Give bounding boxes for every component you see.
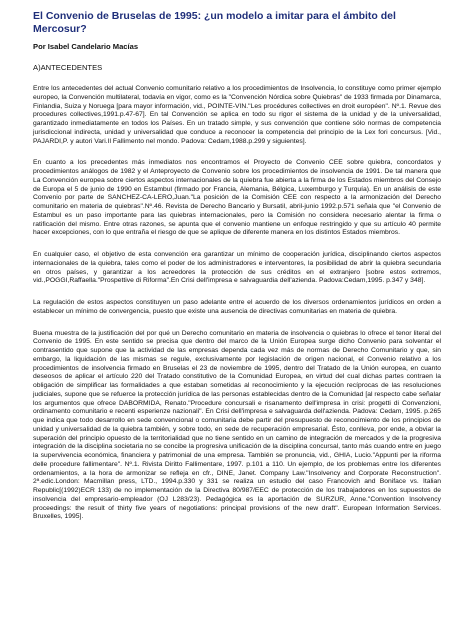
paragraph: Entre los antecedentes del actual Convenio comunitario relativo a los procedimientos de Insolvencia, lo constituye como primer ejemplo europeo, la Convención multilateral, todavía en vigor, como es la "Convención Nórdica sobre Quiebras" de 1933 firmada por Dinamarca, Finlandia, Suiza y Noruega [para mayor información, vid., POINTE-VIN."Les procédures collectives en droit européen". Nº.1. Revue des procedures collectives,1991.p.47-67]. En tal Convención se aplica en todo su rigor el sistema de la unidad y de la universalidad, garantizado inmediatamente en todos los Países. En un tratado simple, y sus convención que contiene sólo normas de competencia jurisdiccional indirecta, unidad y universalidad que conduce a reconocer la competencia del principio de la Lex fori concursus. [Vid., PAJARDI,P. y autori Vari.Il Fallimento nel mondo. Padova: Cedam,1988.p.299 y siguientes].: [33, 85, 441, 145]
document-title: El Convenio de Bruselas de 1995: ¿un modelo a imitar para el ámbito del Mercosur?: [33, 10, 396, 35]
paragraph: Buena muestra de la justificación del por qué un Derecho comunitario en materia de insolvencia o quiebras lo ofrece el tenor literal del Convenio de 1995. En este sentido se precisa que dentro del marco de la Unión Europea surge dicho Convenio para solventar el contrasentido que supone que la actividad de las empresas dependa cada vez más de normas de Derecho Comunitario y que, sin embargo, la liquidación de las mismas se regule, exclusivamente por legislación de origen nacional, el Convenio relativo a los procedimientos de insolvencia firmado en Bruselas el 23 de noviembre de 1995, dentro del Tratado de la Unión europea, en cuanto deseosos de aplicar el artículo 220 del Tratado constitutivo de la Comunidad Europea, en virtud del cual dichas partes contraen la obligación de simplificar las formalidades a que estaban sometidas al reconocimiento y la ejecución recíprocas de las resoluciones judiciales, supone que se refuerce la protección jurídica de las personas establecidas dentro de la Comunidad [al respecto cabe señalar los argumentos que ofrece DABORMIDA, Renato."Procedure concursali e risanamento dell'impresa in crisi: progetti di Convenzioni, ordinamento comunitario e recenti esperienze nazionali". En Crisi dell'impresa e salvaguarda dell'azienda. Padova: Cedam, 1995. p.265 que indica que todo desarrollo en sede convencional o comunitaria debe partir del presupuesto de reconocimiento de los principios de unidad y universalidad de la quiebra también, y sobre todo, en sede de recuperación empresarial. Ésto, conlleva, por ende, a obviar la superación del principio opuesto de la territorialidad que no tiene sentido en un camino de integración de mercados y de la progresiva integración de la disciplina societaria no se concibe la progresiva unificación de la disciplina concursal, tanto más cuando entre en juego la supervivencia económica, financiera y patrimonial de una empresa. También se pronuncia, vid., GHIA, Lucio."Appunti per la riforma delle procedure fallimentare". Nº.1. Rivista Diritto Fallimentare, 1997. p.101 a 110. Un ejemplo, de los problemas entre los diferentes ordenamientos, a la hora de armonizar se refleja en cfr., DINE, Janet. Company Law."Insolvency and Corporate Reconstruction". 2ª.edic.London: Macmillan press, LTD., 1994.p.330 y 331 se realiza un estudio del caso Francovich and Boniface vs. Italian Republic[(1992)ECR 133) de no implementación de la Directiva 80/987/EEC de protección de los trabajadores en los supuestos de insolvencia del empresario-empleador (OJ L283/23). Pedagógica es la aportación de SURZUR, Anne."Convention Insolvency proceedings: the result of thirty five years of negotiations: principal provisions of the new draft". European Information Services. Bruxelles, 1995].: [33, 329, 441, 521]
section-heading: A)ANTECEDENTES: [33, 63, 103, 72]
paragraph: La regulación de estos aspectos constituyen un paso adelante entre el acuerdo de los diversos ordenamientos jurídicos en orden a establecer un mínimo de convergencia, puesto que existe una ausencia de directivas comunitarias en materia de quiebra.: [33, 299, 441, 315]
author-line: Por Isabel Candelario Macías: [33, 42, 139, 51]
paragraph: En cuanto a los precedentes más inmediatos nos encontramos el Proyecto de Convenio CEE sobre quiebra, concordatos y procedimientos análogos de 1982 y el Anteproyecto de Convenio sobre los procedimientos de insolvencia de 1991. De tal manera que La Convención europea sobre ciertos aspectos internacionales de la quiebra fue abierta a la firma de los Estados miembros del Consejo de Europa el 5 de junio de 1990 en Estambul (firmado por Francia, Alemania, Bélgica, Luxemburgo y Turquía). En un análisis de este Convenio por parte de SANCHEZ-CA-LERO,Juan."La posición de la Comisión CEE con respecto a la armonización del Derecho comunitario en materia de quiebras".Nº.46. Revista de Derecho Bancario y Bursatil, abril-junio 1992.p.571 señala que "el Convenio de Estambul es un paso importante para las quiebras internacionales, pero la Comisión no considera necesario alentar la firma o ratificación del mismo. Entre otras razones, se apunta que el convenio mantiene un enfoque restringido y que su artículo 40 permite hacer excepciones, con lo que entraña el riesgo de que se aplique de diferente manera en los distintos Estados miembros.: [33, 159, 441, 237]
paragraph: En cualquier caso, el objetivo de esta convención era garantizar un mínimo de cooperación jurídica, disciplinando ciertos aspectos internacionales de la quiebra, tales como el poder de los administradores e interventores, la posibilidad de abrir la quiebra secundaria en otros países, y garantizar a los acreedores la protección de sus créditos en el extranjero [sobre estos extremos, vid.,POGGI,Raffaella."Prospettive di Riforma".En Crisi dell'impresa e salvaguardia dell'azienda. Padova:Cedam,1995. p.347 y 348].: [33, 251, 441, 285]
